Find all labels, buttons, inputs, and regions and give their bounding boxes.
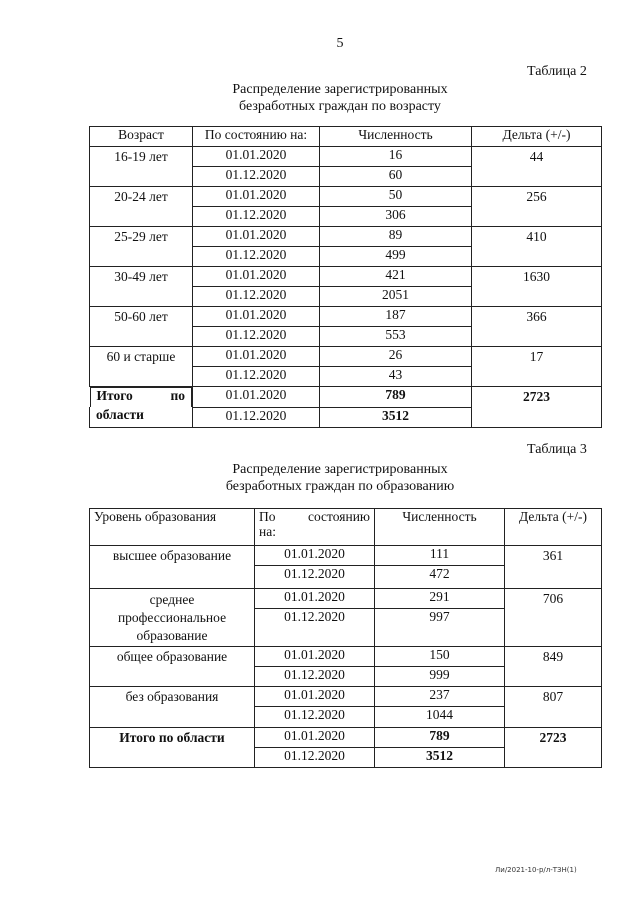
table-row [90,147,602,167]
table2-date: 01.12.2020 [193,247,320,267]
table3-count: 472 [375,566,505,589]
table3 [89,508,602,768]
table3-title-line2: безработных граждан по образованию [225,479,455,494]
table2-age-label: 50-60 лет [90,307,193,347]
table2-age-label: 25-29 лет [90,227,193,267]
table-row [90,307,602,327]
table3-count: 291 [375,589,505,609]
table3-count: 999 [375,667,505,687]
table3-total-date: 01.12.2020 [255,748,375,768]
table3-date: 01.12.2020 [255,707,375,728]
table2-date: 01.12.2020 [193,167,320,187]
table2-header-count: Численность [320,127,472,147]
table2-date: 01.12.2020 [193,287,320,307]
table3-total-count: 789 [375,728,505,748]
table3-date: 01.01.2020 [255,589,375,609]
table2-delta: 366 [472,307,602,347]
table2-total-label-bottom: области [90,407,193,427]
table2-delta: 1630 [472,267,602,307]
table2-age-label: 60 и старше [90,347,193,387]
table3-date: 01.01.2020 [255,647,375,667]
table3-level-label [90,589,255,647]
table3-total-delta: 2723 [505,728,602,768]
table3-header-count: Численность [375,509,505,546]
table2-title-line1: Распределение зарегистрированных [232,82,448,97]
table2-count: 2051 [320,287,472,307]
table2-header-delta: Дельта (+/-) [472,127,602,147]
table2-header-as-of: По состоянию на: [193,127,320,147]
table2-date: 01.01.2020 [193,307,320,327]
table-row [90,687,602,707]
table3-level-label-line3: образование [136,628,208,643]
table2-delta: 44 [472,147,602,187]
table-row [90,187,602,207]
table3-header-as-of-word1: По [259,509,276,524]
table3-level-label: общее образование [90,647,255,687]
table2-date: 01.12.2020 [193,207,320,227]
table3-header-as-of [255,509,375,546]
table3-count: 111 [375,546,505,566]
table3-total-label: Итого по области [90,728,255,768]
page-number: 5 [336,36,344,51]
table2-count: 89 [320,227,472,247]
table3-level-label: высшее образование [90,546,255,589]
table3-header-as-of-word2: состоянию [307,509,370,524]
table2-total-word1: Итого [96,388,133,403]
table3-delta: 361 [505,546,602,589]
table2-count: 421 [320,267,472,287]
table3-date: 01.01.2020 [255,687,375,707]
table2-date: 01.01.2020 [193,227,320,247]
footer-code: Ли/2021-10-р/л-ТЗН(1) [495,866,577,874]
table-row [90,728,602,748]
table2-title-line2: безработных граждан по возрасту [239,99,441,114]
table2-title [180,81,500,115]
table2-age-label: 16-19 лет [90,147,193,187]
table2-date: 01.01.2020 [193,267,320,287]
table2-count: 499 [320,247,472,267]
table3-title-line1: Распределение зарегистрированных [232,462,448,477]
table2-total-date: 01.12.2020 [193,407,320,427]
table-row [90,267,602,287]
table3-delta: 807 [505,687,602,728]
table2-caption: Таблица 2 [527,64,587,79]
table3-header-as-of-word3: на: [259,524,276,539]
table2-date: 01.12.2020 [193,367,320,387]
table3-level-label-line1: среднее [149,592,195,607]
table3-delta: 849 [505,647,602,687]
table3-count: 150 [375,647,505,667]
table-row [90,647,602,667]
table2-delta: 256 [472,187,602,227]
table2-delta: 17 [472,347,602,387]
table2-count: 553 [320,327,472,347]
table3-date: 01.01.2020 [255,546,375,566]
table2-total-delta: 2723 [472,387,602,428]
table2-total-label-top [90,387,193,407]
table2-date: 01.01.2020 [193,347,320,367]
table3-date: 01.12.2020 [255,667,375,687]
table2 [89,126,602,428]
table3-total-date: 01.01.2020 [255,728,375,748]
table2-count: 16 [320,147,472,167]
table2-count: 187 [320,307,472,327]
table2-total-count: 789 [320,387,472,408]
table-row [90,227,602,247]
table2-date: 01.01.2020 [193,147,320,167]
table3-caption: Таблица 3 [527,442,587,457]
table3-count: 1044 [375,707,505,728]
table2-date: 01.12.2020 [193,327,320,347]
table3-count: 237 [375,687,505,707]
table3-date: 01.12.2020 [255,566,375,589]
table2-total-count: 3512 [320,407,472,427]
table2-count: 43 [320,367,472,387]
table2-total-word2: по [170,388,185,403]
table-row [90,589,602,609]
table2-count: 60 [320,167,472,187]
table3-total-count: 3512 [375,748,505,768]
table2-count: 50 [320,187,472,207]
table3-date: 01.12.2020 [255,609,375,647]
table3-header-delta: Дельта (+/-) [505,509,602,546]
table3-count: 997 [375,609,505,647]
table3-level-label-line2: профессиональное [117,610,227,625]
table2-date: 01.01.2020 [193,187,320,207]
table2-age-label: 20-24 лет [90,187,193,227]
table-row [90,347,602,367]
table-row [90,387,602,408]
table2-delta: 410 [472,227,602,267]
table3-header-level: Уровень образования [90,509,255,546]
table2-age-label: 30-49 лет [90,267,193,307]
table3-delta: 706 [505,589,602,647]
table2-count: 26 [320,347,472,367]
table2-count: 306 [320,207,472,227]
table3-level-label: без образования [90,687,255,728]
table2-total-date: 01.01.2020 [193,387,320,408]
table3-title [180,461,500,495]
table2-header-age: Возраст [90,127,193,147]
table-row [90,546,602,566]
